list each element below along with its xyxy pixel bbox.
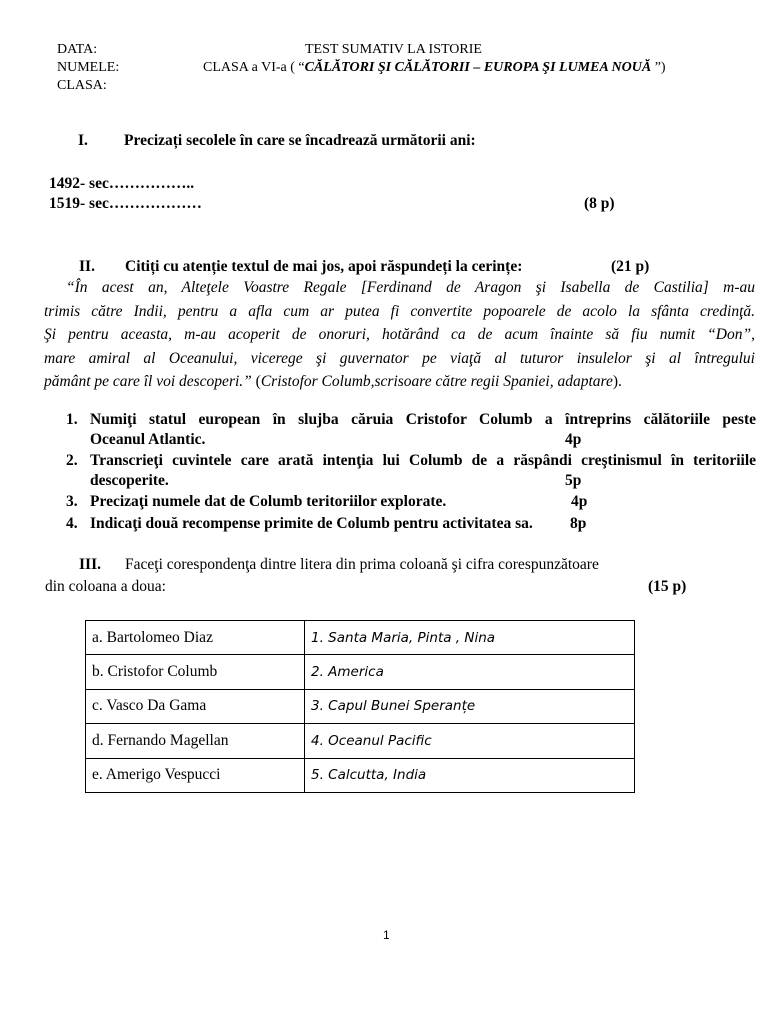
task-number: 2. bbox=[66, 452, 78, 469]
table-row bbox=[86, 621, 635, 655]
section1-year-1519: 1519- sec……………… bbox=[49, 195, 202, 212]
task-text: Precizaţi numele dat de Columb teritoriilor explorate. bbox=[90, 493, 447, 510]
task-number: 1. bbox=[66, 411, 78, 428]
task-number: 4. bbox=[66, 515, 78, 532]
table-row bbox=[86, 689, 635, 723]
section2-points: (21 p) bbox=[611, 258, 650, 275]
table-cell-left: d. Fernando Magellan bbox=[86, 724, 305, 758]
table-cell-left: c. Vasco Da Gama bbox=[86, 689, 305, 723]
task-number: 3. bbox=[66, 493, 78, 510]
task-item bbox=[66, 410, 756, 450]
task-points: 4p bbox=[571, 493, 588, 510]
section3-roman: III. bbox=[79, 556, 101, 573]
task-text bbox=[90, 451, 756, 490]
section1-roman: I. bbox=[78, 132, 88, 149]
quote-line: Şi pentru aceasta, m-au acoperit de onoruri, hotărând ca de acum înainte să fiu numit “Don”, bbox=[44, 326, 755, 343]
task-points: 5p bbox=[565, 471, 582, 489]
section3-instruction-line2: din coloana a doua: bbox=[45, 578, 166, 595]
quote-line: trimis către Indii, pentru a afla cum ar putea fi convertite popoarele de acolo la sfânta credinţă. bbox=[44, 302, 755, 320]
task-text: Indicaţi două recompense primite de Columb pentru activitatea sa. bbox=[90, 515, 533, 532]
task-points: 4p bbox=[565, 430, 582, 448]
subtitle-suffix: ”) bbox=[651, 60, 666, 75]
task-points: 8p bbox=[570, 515, 587, 532]
table-cell-left: b. Cristofor Columb bbox=[86, 655, 305, 689]
date-label: DATA: bbox=[57, 42, 98, 57]
task-text-line2: descoperite. bbox=[90, 471, 169, 489]
table-cell-left: e. Amerigo Vespucci bbox=[86, 758, 305, 792]
table-cell-right: 4. Oceanul Pacific bbox=[305, 724, 635, 758]
table-cell-right: 1. Santa Maria, Pinta , Nina bbox=[305, 621, 635, 655]
quote-line-last bbox=[44, 370, 755, 394]
test-title: TEST SUMATIV LA ISTORIE bbox=[305, 42, 482, 57]
subtitle-topic: CĂLĂTORI ŞI CĂLĂTORII – EUROPA ŞI LUMEA NOUĂ bbox=[304, 60, 652, 75]
section2-instruction: Citiți cu atenție textul de mai jos, apoi răspundeți la cerințe: bbox=[125, 258, 523, 275]
task-item bbox=[66, 514, 756, 534]
quote-paren-open: ( bbox=[255, 373, 261, 390]
table-cell-right: 5. Calcutta, India bbox=[305, 758, 635, 792]
class-label: CLASA: bbox=[57, 78, 107, 93]
task-item bbox=[66, 451, 756, 491]
task-item bbox=[66, 492, 756, 512]
table-cell-right: 3. Capul Bunei Speranțe bbox=[305, 689, 635, 723]
section1-year-1492: 1492- sec…………….. bbox=[49, 175, 195, 192]
task-text-line1: Numiţi statul european în slujba căruia Cristofor Columb a întreprins călătoriile peste bbox=[90, 411, 756, 428]
quote-line: mare amiral al Oceanului, vicerege şi guvernator pe viaţă al tuturor insulelor şi al întregului bbox=[44, 349, 755, 367]
test-subtitle bbox=[203, 59, 666, 76]
section3-points: (15 p) bbox=[648, 578, 687, 595]
quote-text-end: pământ pe care îl voi descoperi.” bbox=[44, 373, 256, 390]
section2-roman: II. bbox=[79, 258, 95, 275]
section1-instruction: Precizați secolele în care se încadrează următorii ani: bbox=[124, 132, 476, 149]
table-row bbox=[86, 724, 635, 758]
matching-table bbox=[85, 620, 635, 793]
quote-line: “În acest an, Alteţele Voastre Regale [Ferdinand de Aragon şi Isabella de Castilia] m-au bbox=[66, 279, 755, 296]
section3-instruction-line1: Faceţi corespondenţa dintre litera din prima coloană şi cifra corespunzătoare bbox=[125, 556, 599, 573]
source-quote bbox=[44, 276, 755, 394]
task-text-line1: Transcrieţi cuvintele care arată intenţia lui Columb de a răspândi creştinismul în teritoriile bbox=[90, 452, 756, 469]
table-cell-left: a. Bartolomeo Diaz bbox=[86, 621, 305, 655]
page-number: 1 bbox=[383, 928, 390, 942]
quote-paren-close: ). bbox=[612, 373, 622, 390]
quote-source: Cristofor Columb,scrisoare către regii Spaniei, adaptare bbox=[260, 373, 613, 390]
table-row bbox=[86, 758, 635, 792]
task-text-line2: Oceanul Atlantic. bbox=[90, 430, 206, 448]
subtitle-prefix: CLASA a VI-a ( “ bbox=[203, 60, 305, 75]
table-cell-right: 2. America bbox=[305, 655, 635, 689]
table-row bbox=[86, 655, 635, 689]
task-text bbox=[90, 410, 756, 449]
section1-points: (8 p) bbox=[584, 195, 615, 212]
name-label: NUMELE: bbox=[57, 60, 120, 75]
